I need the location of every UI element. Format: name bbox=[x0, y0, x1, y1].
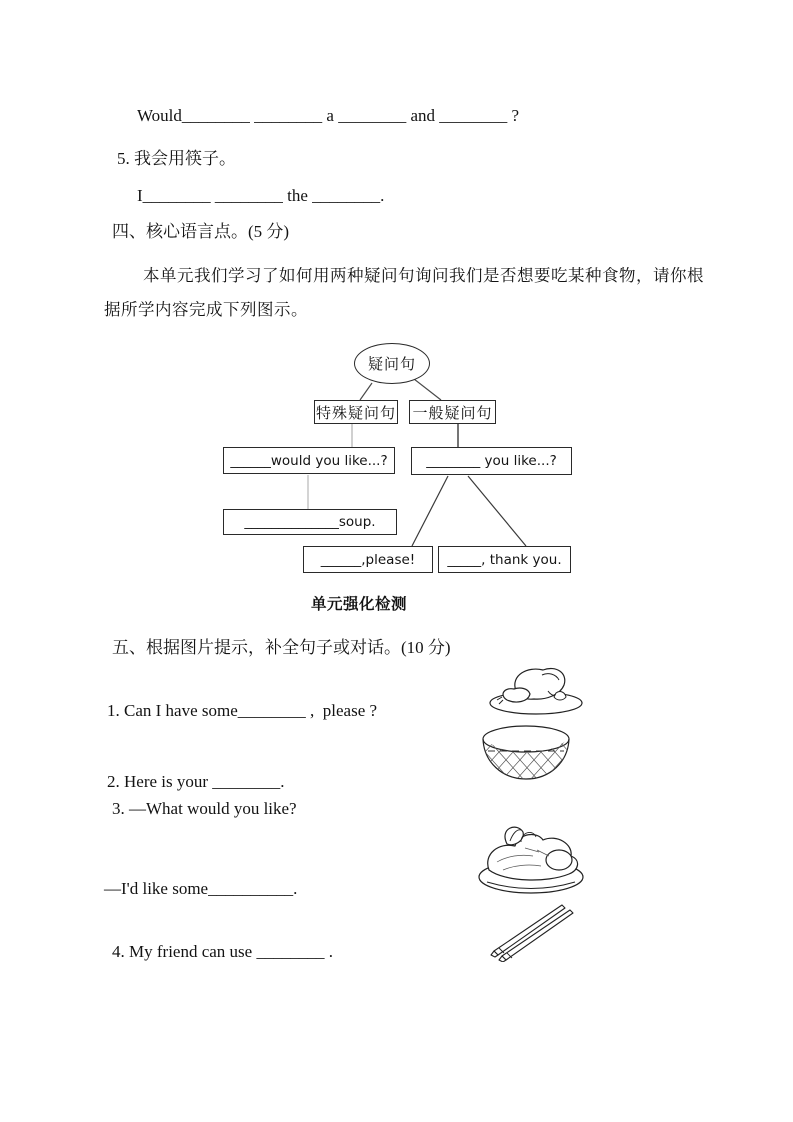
plate-of-food-image bbox=[477, 820, 587, 896]
bowl-image bbox=[480, 722, 574, 784]
diagram-special-question-node: 特殊疑问句 bbox=[314, 400, 398, 424]
question-1: 1. Can I have some________ , please ? bbox=[107, 701, 378, 720]
question-4: 4. My friend can use ________ . bbox=[112, 942, 333, 961]
section-four-paragraph-line2: 据所学内容完成下列图示。 bbox=[104, 300, 308, 319]
diagram-root-node: 疑问句 bbox=[354, 343, 430, 384]
chopsticks-image bbox=[486, 898, 580, 962]
fill-line-would: Would________ ________ a ________ and ________ ? bbox=[137, 106, 520, 125]
diagram-general-question-node: 一般疑问句 bbox=[409, 400, 496, 424]
section-four-paragraph-line1: 本单元我们学习了如何用两种疑问句询问我们是否想要吃某种食物，请你根 bbox=[143, 266, 704, 285]
item5-chinese: 5. 我会用筷子。 bbox=[117, 149, 236, 168]
diagram-thankyou-answer-blank: _____, thank you. bbox=[438, 546, 571, 573]
diagram-please-answer-blank: ______,please! bbox=[303, 546, 433, 573]
unit-test-heading: 单元强化检测 bbox=[310, 595, 407, 613]
diagram-soup-answer-blank: ______________soup. bbox=[223, 509, 397, 535]
diagram-special-example-blank: ______would you like...? bbox=[223, 447, 395, 474]
question-2: 2. Here is your ________. bbox=[107, 772, 285, 791]
question-3-line2: —I'd like some__________. bbox=[104, 879, 298, 898]
diagram-general-example-blank: ________ you like...? bbox=[411, 447, 572, 475]
roast-chicken-image bbox=[486, 663, 584, 717]
section-four-title: 四、核心语言点。(5 分) bbox=[112, 222, 290, 241]
item5-english: I________ ________ the ________. bbox=[137, 186, 385, 205]
question-3-line1: 3. —What would you like? bbox=[112, 799, 297, 818]
section-five-title: 五、根据图片提示，补全句子或对话。(10 分) bbox=[112, 638, 451, 657]
